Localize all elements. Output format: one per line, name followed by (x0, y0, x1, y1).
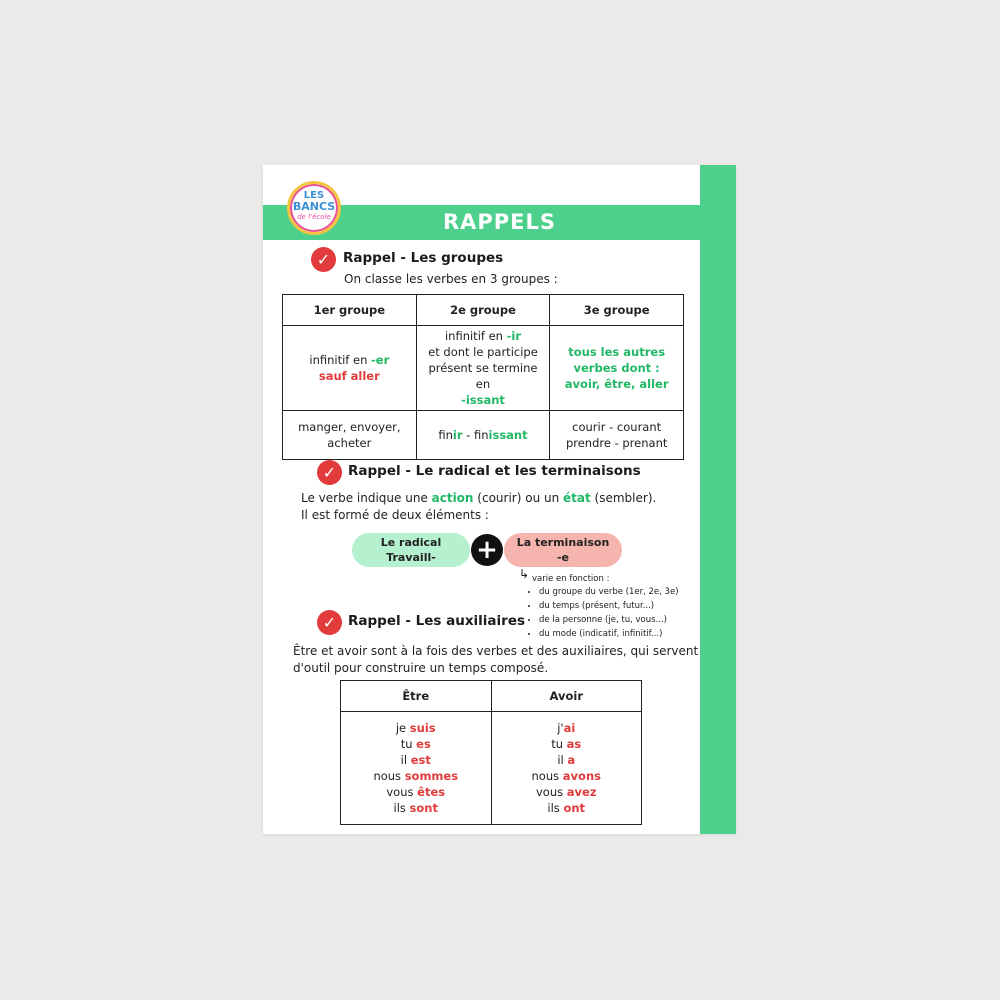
ending-issant: -issant (461, 393, 505, 407)
side-strip (700, 165, 736, 834)
verb-form: sont (409, 801, 438, 815)
verb-form: ont (563, 801, 586, 815)
terminaison-pill (504, 533, 622, 567)
pronoun: ils (547, 801, 564, 815)
text: courir - courant (572, 420, 662, 434)
cell-2e-definition (416, 326, 550, 411)
conj-line (341, 720, 491, 736)
verb-form: sommes (404, 769, 459, 783)
ending: issant (488, 428, 528, 442)
page-title: RAPPELS (442, 210, 557, 234)
logo (287, 181, 341, 235)
verb-form: es (416, 737, 431, 751)
pronoun: tu (551, 737, 567, 751)
header-1er-groupe: 1er groupe (283, 295, 417, 326)
list-item: • du temps (présent, futur...) (539, 599, 679, 613)
pronoun: j' (557, 721, 564, 735)
cell-1er-definition (283, 326, 417, 411)
auxiliaires-text-line-1: Être et avoir sont à la fois des verbes et des auxiliaires, qui servent (293, 644, 699, 658)
conj-line (341, 800, 491, 816)
section-title-auxiliaires: Rappel - Les auxiliaires (348, 613, 526, 629)
radical-example: Travaill- (386, 551, 436, 564)
conj-line (341, 768, 491, 784)
conj-line (492, 784, 642, 800)
section-title-radical: Rappel - Le radical et les terminaisons (348, 463, 641, 479)
ending: ir (452, 428, 463, 442)
check-icon: ✓ (317, 460, 342, 485)
pronoun: nous (531, 769, 563, 783)
plus-icon: + (471, 534, 503, 566)
list-item: • du mode (indicatif, infinitif...) (539, 627, 679, 641)
verb-form: ai (563, 721, 576, 735)
text: (courir) ou un (473, 491, 564, 505)
exception-aller: sauf aller (318, 369, 380, 383)
pronoun: je (395, 721, 410, 735)
terminaison-example: -e (556, 551, 570, 564)
avoir-conjugation (491, 712, 642, 825)
list-item: • de la personne (je, tu, vous...) (539, 613, 679, 627)
pronoun: il (557, 753, 568, 767)
check-icon: ✓ (311, 247, 336, 272)
keyword-etat: état (563, 491, 591, 505)
varie-list (527, 585, 679, 641)
radical-pill (352, 533, 470, 567)
conj-line (492, 800, 642, 816)
pronoun: vous (386, 785, 418, 799)
varie-label: varie en fonction : (532, 574, 610, 584)
check-icon: ✓ (317, 610, 342, 635)
conj-line (341, 736, 491, 752)
text: et dont le participe (428, 345, 538, 359)
text: - fin (462, 428, 489, 442)
header-2e-groupe: 2e groupe (416, 295, 550, 326)
text: infinitif en (309, 353, 372, 367)
terminaison-label: La terminaison (516, 536, 610, 549)
groupes-intro: On classe les verbes en 3 groupes : (344, 272, 558, 286)
groupes-table (282, 294, 684, 460)
header-3e-groupe: 3e groupe (550, 295, 684, 326)
conj-line (492, 720, 642, 736)
verb-form: suis (409, 721, 436, 735)
arrow-icon: ↳ (519, 567, 530, 581)
pronoun: il (400, 753, 411, 767)
conj-line (492, 736, 642, 752)
table-header-row (341, 681, 642, 712)
header-avoir: Avoir (491, 681, 642, 712)
radical-intro-line-1 (301, 490, 656, 507)
text: prendre - prenant (565, 436, 668, 450)
ending-ir: -ir (506, 329, 521, 343)
keyword-action: action (431, 491, 474, 505)
verb-form: as (566, 737, 582, 751)
logo-line-1: LES (303, 190, 325, 201)
text: fin (438, 428, 453, 442)
cell-3e-examples (550, 411, 684, 460)
cell-1er-examples: manger, envoyer, acheter (283, 411, 417, 460)
radical-intro-line-2: Il est formé de deux éléments : (301, 508, 489, 522)
pronoun: ils (393, 801, 410, 815)
table-row (283, 326, 684, 411)
text: infinitif en (444, 329, 507, 343)
conj-line (341, 752, 491, 768)
conj-line (492, 768, 642, 784)
header-etre: Être (341, 681, 492, 712)
pronoun: nous (373, 769, 405, 783)
verb-form: est (410, 753, 431, 767)
logo-line-2: BANCS (292, 200, 336, 213)
text: Le verbe indique une (301, 491, 432, 505)
cell-2e-examples (416, 411, 550, 460)
list-item: • du groupe du verbe (1er, 2e, 3e) (539, 585, 679, 599)
verb-form: avons (562, 769, 601, 783)
text: (sembler). (590, 491, 657, 505)
auxiliaires-text-line-2: d'outil pour construire un temps composé. (293, 661, 549, 675)
table-header-row (283, 295, 684, 326)
pronoun: tu (400, 737, 417, 751)
logo-line-3: de l'école (297, 213, 331, 221)
table-row (341, 712, 642, 825)
auxiliaires-table (340, 680, 642, 825)
radical-label: Le radical (380, 536, 442, 549)
section-title-groupes: Rappel - Les groupes (343, 250, 504, 266)
text: présent se termine en (428, 361, 538, 391)
pronoun: vous (535, 785, 567, 799)
verb-form: a (567, 753, 576, 767)
worksheet-page (263, 165, 736, 834)
ending-er: -er (371, 353, 390, 367)
table-row (283, 411, 684, 460)
etre-conjugation (341, 712, 492, 825)
cell-3e-definition: tous les autres verbes dont : avoir, être, aller (550, 326, 684, 411)
verb-form: êtes (417, 785, 446, 799)
conj-line (341, 784, 491, 800)
conj-line (492, 752, 642, 768)
verb-form: avez (566, 785, 597, 799)
